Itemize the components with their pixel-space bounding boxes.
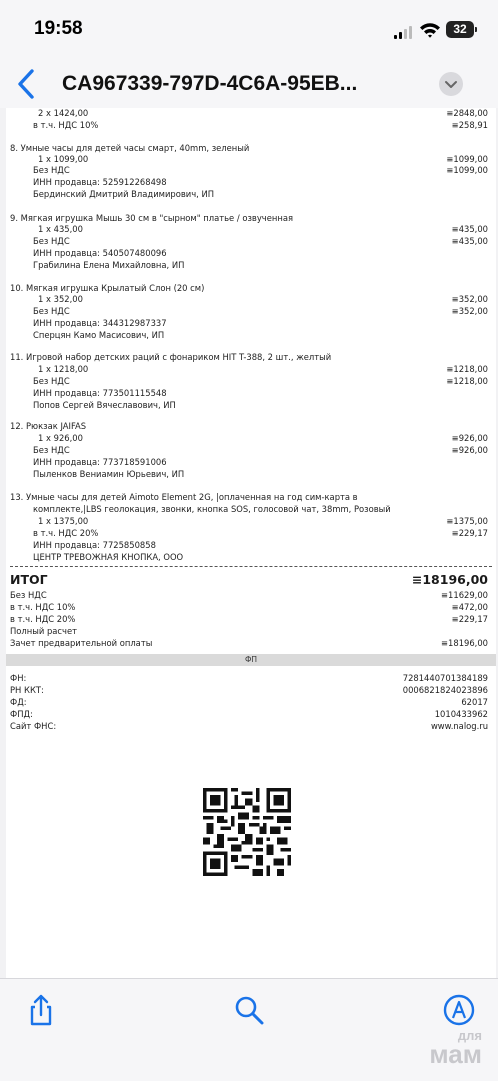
item-inn: ИНН продавца: 773501115548	[33, 388, 167, 398]
markup-pen-icon[interactable]	[442, 993, 476, 1027]
status-time: 19:58	[34, 18, 83, 39]
item-seller: Грабилина Елена Михайловна, ИП	[33, 260, 185, 270]
watermark	[429, 1028, 482, 1069]
fiscal-label: РН ККТ:	[10, 685, 44, 695]
item-qty: 1 x 1375,00	[38, 516, 89, 526]
item-inn: ИНН продавца: 344312987337	[33, 318, 167, 328]
cellular-signal-icon	[394, 26, 414, 39]
fiscal-value: 7281440701384189	[402, 673, 488, 683]
total-value: ≡18196,00	[411, 572, 488, 587]
document-title: CA967339-797D-4C6A-95EB...	[62, 72, 358, 95]
item-tax: Без НДС	[33, 376, 70, 386]
item-seller: Сперцян Камо Масисович, ИП	[33, 330, 165, 340]
item-qty: 1 x 1099,00	[38, 154, 89, 164]
fiscal-label: ФД:	[10, 697, 27, 707]
summary-label: Без НДС	[10, 590, 47, 600]
item-tax: Без НДС	[33, 445, 70, 455]
status-bar	[0, 0, 498, 60]
fiscal-value: 0006821824023896	[402, 685, 488, 695]
item-qty-value: ≡1218,00	[446, 364, 488, 374]
item-name: 8. Умные часы для детей часы смарт, 40mm, зеленый	[10, 143, 250, 153]
qr-code	[203, 788, 291, 876]
item-qty-value: ≡926,00	[451, 433, 488, 443]
fiscal-value: 62017	[461, 697, 488, 707]
fiscal-value: 1010433962	[434, 709, 488, 719]
fiscal-value: www.nalog.ru	[430, 721, 488, 731]
search-icon[interactable]	[232, 993, 266, 1027]
share-icon[interactable]	[24, 993, 58, 1027]
item-qty-value: ≡352,00	[451, 294, 488, 304]
item-inn: ИНН продавца: 773718591006	[33, 457, 167, 467]
item-name: 11. Игровой набор детских раций с фонариком HIT T-388, 2 шт., желтый	[10, 352, 332, 362]
receipt-tax-line: в т.ч. НДС 10%	[33, 120, 99, 130]
wifi-icon	[419, 22, 441, 38]
summary-label: Зачет предварительной оплаты	[10, 638, 153, 648]
fp-header-bar: ФП	[6, 654, 496, 666]
item-tax-value: ≡435,00	[451, 236, 488, 246]
item-name: 12. Рюкзак JAIFAS	[10, 421, 87, 431]
item-tax-value: ≡1099,00	[446, 165, 488, 175]
summary-label: Полный расчет	[10, 626, 77, 636]
back-chevron-icon[interactable]	[14, 68, 40, 100]
item-qty-value: ≡1375,00	[446, 516, 488, 526]
summary-value: ≡18196,00	[441, 638, 488, 648]
item-seller: Бердинский Дмитрий Владимирович, ИП	[33, 189, 215, 199]
summary-value: ≡472,00	[451, 602, 488, 612]
watermark-big: мам	[429, 1039, 482, 1069]
item-name: 9. Мягкая игрушка Мышь 30 см в "сырном" платье / озвученная	[10, 213, 294, 223]
bottom-toolbar	[0, 978, 498, 1081]
battery-icon: 32	[446, 21, 474, 38]
summary-value: ≡11629,00	[441, 590, 488, 600]
item-tax: Без НДС	[33, 306, 70, 316]
item-tax-value: ≡352,00	[451, 306, 488, 316]
receipt-document[interactable]	[6, 108, 496, 978]
item-name: 13. Умные часы для детей Aimoto Element 2G, |оплаченная на год сим-карта в	[10, 492, 358, 502]
item-tax: в т.ч. НДС 20%	[33, 528, 99, 538]
summary-value: ≡229,17	[451, 614, 488, 624]
receipt-qty-line: 2 x 1424,00	[38, 108, 89, 118]
watermark-small: для	[457, 1028, 482, 1043]
item-seller: Пыленков Вениамин Юрьевич, ИП	[33, 469, 185, 479]
item-name-cont: комплекте,|LBS геолокация, звонки, кнопка SOS, голосовой чат, 38mm, Розовый	[33, 504, 391, 514]
chevron-down-icon	[439, 72, 463, 96]
fiscal-label: ФПД:	[10, 709, 33, 719]
receipt-amount: ≡2848,00	[446, 108, 488, 118]
item-seller: ЦЕНТР ТРЕВОЖНАЯ КНОПКА, ООО	[33, 552, 184, 562]
receipt-amount: ≡258,91	[451, 120, 488, 130]
item-inn: ИНН продавца: 525912268498	[33, 177, 167, 187]
item-inn: ИНН продавца: 540507480096	[33, 248, 167, 258]
item-tax: Без НДС	[33, 165, 70, 175]
item-name: 10. Мягкая игрушка Крылатый Слон (20 см)	[10, 283, 205, 293]
title-menu-button[interactable]	[439, 72, 463, 96]
item-inn: ИНН продавца: 7725850858	[33, 540, 156, 550]
item-qty: 1 x 435,00	[38, 224, 83, 234]
item-qty: 1 x 1218,00	[38, 364, 89, 374]
summary-label: в т.ч. НДС 10%	[10, 602, 76, 612]
item-tax-value: ≡1218,00	[446, 376, 488, 386]
item-qty: 1 x 352,00	[38, 294, 83, 304]
item-seller: Попов Сергей Вячеславович, ИП	[33, 400, 176, 410]
fiscal-label: Сайт ФНС:	[10, 721, 57, 731]
dashed-divider	[10, 566, 492, 568]
total-label: ИТОГ	[10, 572, 48, 587]
fiscal-label: ФН:	[10, 673, 27, 683]
summary-label: в т.ч. НДС 20%	[10, 614, 76, 624]
item-tax: Без НДС	[33, 236, 70, 246]
item-qty-value: ≡1099,00	[446, 154, 488, 164]
item-qty: 1 x 926,00	[38, 433, 83, 443]
nav-bar	[0, 60, 498, 108]
item-qty-value: ≡435,00	[451, 224, 488, 234]
item-tax-value: ≡229,17	[451, 528, 488, 538]
item-tax-value: ≡926,00	[451, 445, 488, 455]
